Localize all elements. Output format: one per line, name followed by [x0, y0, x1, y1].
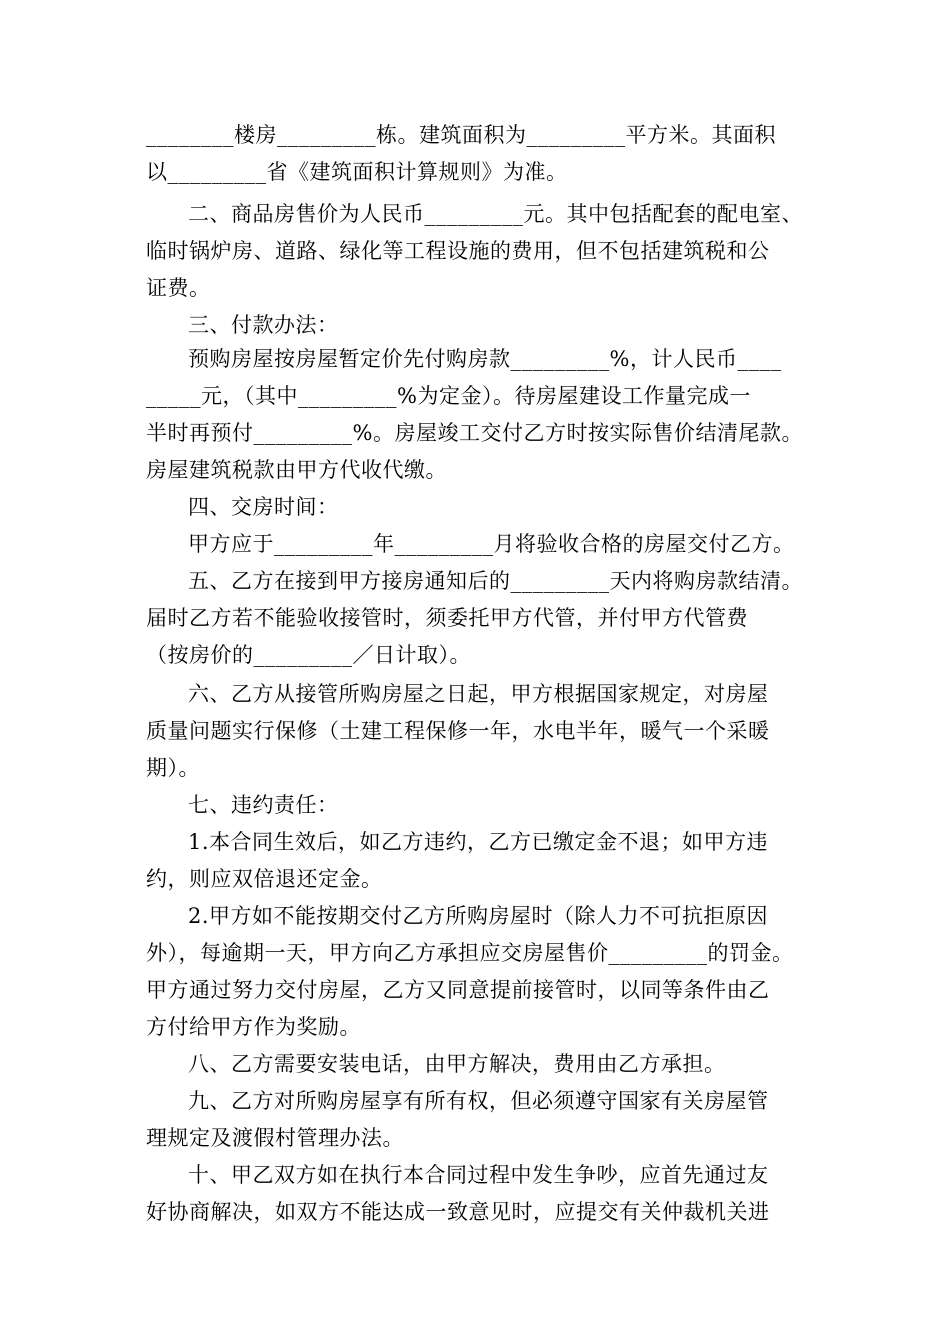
- text-line: 房屋建筑税款由甲方代收代缴。: [146, 458, 447, 482]
- section-heading: 七、违约责任：: [188, 793, 339, 817]
- text-line: 六、乙方从接管所购房屋之日起，甲方根据国家规定，对房屋: [188, 682, 769, 706]
- text-line: 预购房屋按房屋暂定价先付购房款_________%，计人民币____: [188, 347, 782, 371]
- section-heading: 四、交房时间：: [188, 495, 339, 519]
- text-line: 半时再预付_________%。房屋竣工交付乙方时按实际售价结清尾款。: [146, 421, 803, 445]
- text-line: 方付给甲方作为奖励。: [146, 1015, 361, 1039]
- text-line: 期）。: [146, 756, 200, 780]
- text-line: 约，则应双倍退还定金。: [146, 867, 383, 891]
- section-heading: 三、付款办法：: [188, 313, 339, 337]
- text-line: 证费。: [146, 276, 211, 300]
- text-line: 1.本合同生效后，如乙方违约，乙方已缴定金不退；如甲方违: [188, 830, 769, 854]
- text-line: 十、甲乙双方如在执行本合同过程中发生争吵，应首先通过友: [188, 1163, 769, 1187]
- text-line: 2.甲方如不能按期交付乙方所购房屋时（除人力不可抗拒原因: [188, 904, 769, 928]
- text-line: 八、乙方需要安装电话，由甲方解决，费用由乙方承担。: [188, 1052, 726, 1076]
- text-line: 理规定及渡假村管理办法。: [146, 1126, 404, 1150]
- text-line: 质量问题实行保修（土建工程保修一年，水电半年，暖气一个采暖: [146, 719, 770, 743]
- text-line: _____元，（其中_________%为定金）。待房屋建设工作量完成一: [146, 384, 751, 408]
- text-line: 外），每逾期一天，甲方向乙方承担应交房屋售价_________的罚金。: [146, 941, 794, 965]
- text-line: ________楼房_________栋。建筑面积为_________平方米。其面积: [146, 123, 776, 147]
- text-line: 二、商品房售价为人民币_________元。其中包括配套的配电室、: [188, 202, 803, 226]
- text-line: 好协商解决，如双方不能达成一致意见时，应提交有关仲裁机关进: [146, 1200, 770, 1224]
- text-line: 届时乙方若不能验收接管时，须委托甲方代管，并付甲方代管费: [146, 606, 748, 630]
- text-line: 九、乙方对所购房屋享有所有权，但必须遵守国家有关房屋管: [188, 1089, 769, 1113]
- text-line: 甲方应于_________年_________月将验收合格的房屋交付乙方。: [188, 532, 795, 556]
- text-line: 五、乙方在接到甲方接房通知后的_________天内将购房款结清。: [188, 569, 803, 593]
- text-line: 以_________省《建筑面积计算规则》为准。: [146, 160, 568, 184]
- text-line: （按房价的_________／日计取）。: [146, 643, 471, 667]
- text-line: 临时锅炉房、道路、绿化等工程设施的费用，但不包括建筑税和公: [146, 239, 770, 263]
- text-line: 甲方通过努力交付房屋，乙方又同意提前接管时，以同等条件由乙: [146, 978, 770, 1002]
